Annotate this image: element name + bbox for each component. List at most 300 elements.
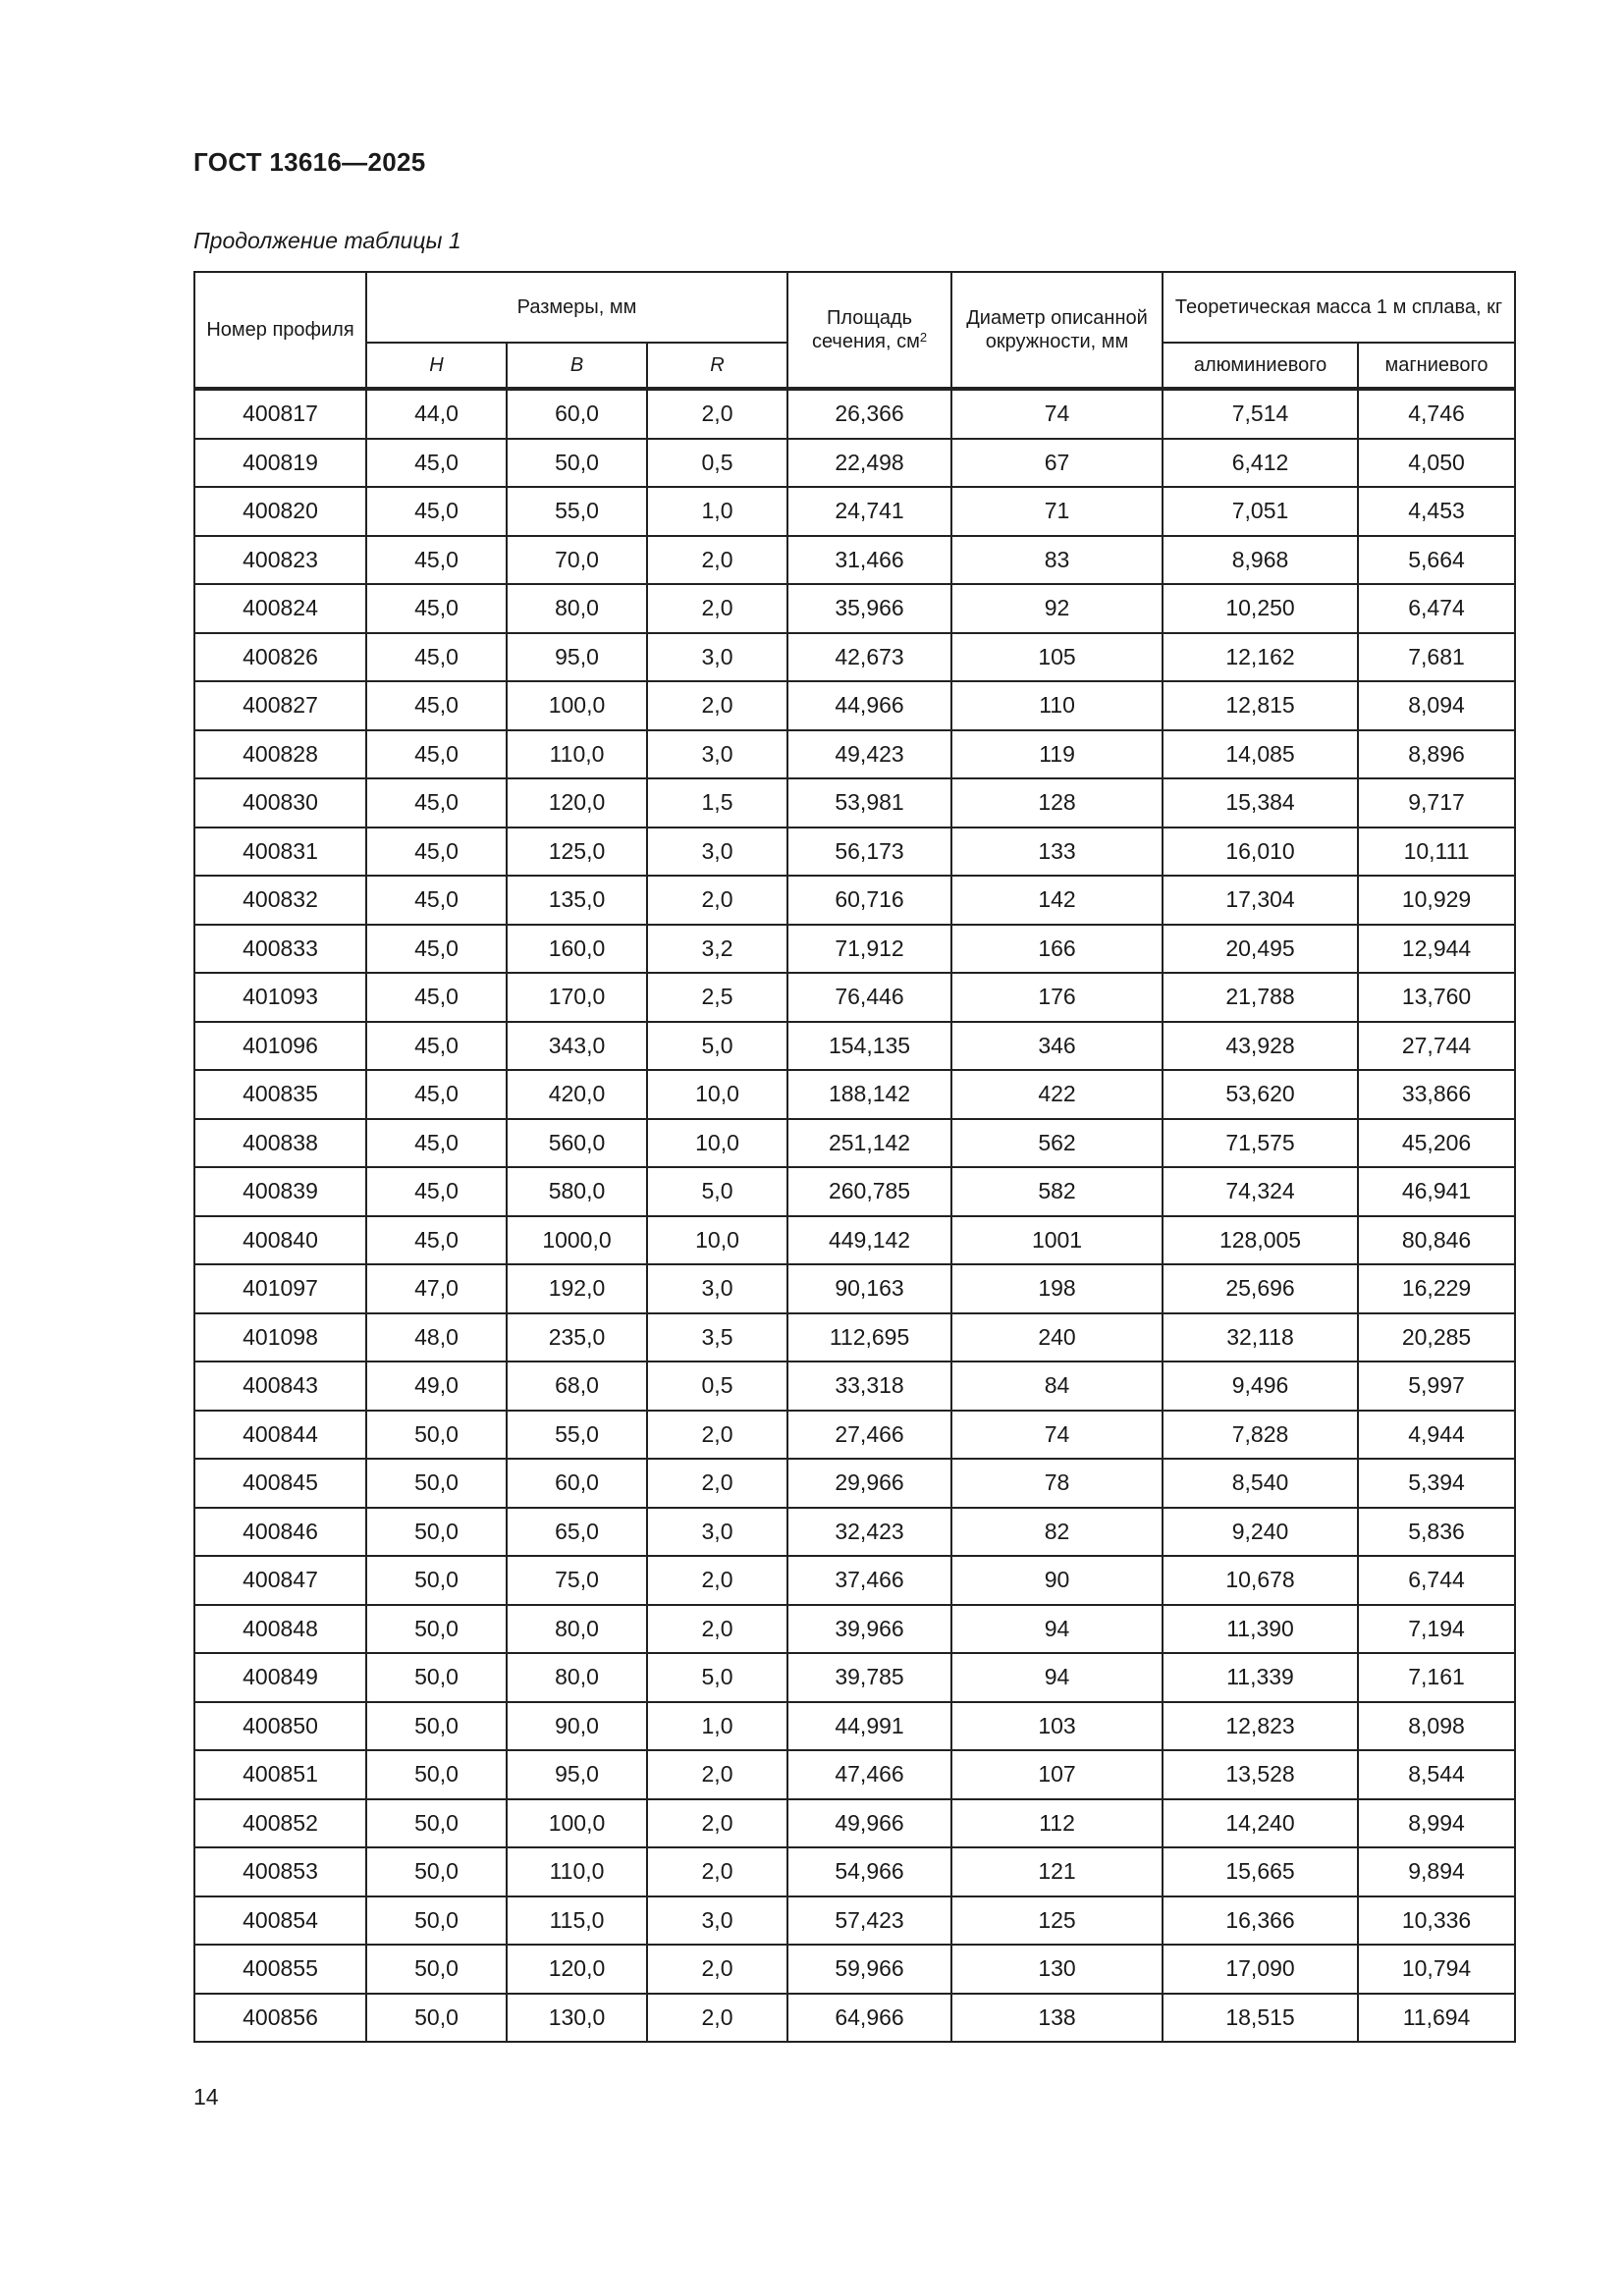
cell-b: 580,0 xyxy=(507,1167,647,1216)
cell-profile-number: 400820 xyxy=(194,487,366,536)
cell-mass-aluminum: 10,678 xyxy=(1163,1556,1358,1605)
cell-h: 50,0 xyxy=(366,1750,507,1799)
cell-diameter: 92 xyxy=(951,584,1163,633)
page-number: 14 xyxy=(193,2084,219,2109)
cell-mass-magnesium: 8,098 xyxy=(1358,1702,1515,1751)
cell-diameter: 422 xyxy=(951,1070,1163,1119)
cell-area: 76,446 xyxy=(787,973,951,1022)
cell-area: 154,135 xyxy=(787,1022,951,1071)
table-row xyxy=(194,1896,1515,1946)
cell-mass-magnesium: 46,941 xyxy=(1358,1167,1515,1216)
cell-mass-magnesium: 7,161 xyxy=(1358,1653,1515,1702)
cell-diameter: 346 xyxy=(951,1022,1163,1071)
cell-h: 45,0 xyxy=(366,681,507,730)
cell-mass-magnesium: 8,896 xyxy=(1358,730,1515,779)
cell-h: 45,0 xyxy=(366,876,507,925)
cell-r: 5,0 xyxy=(647,1167,787,1216)
cell-b: 55,0 xyxy=(507,1411,647,1460)
cell-b: 65,0 xyxy=(507,1508,647,1557)
cell-mass-aluminum: 7,514 xyxy=(1163,389,1358,439)
header-magnesium: магниевого xyxy=(1358,343,1515,389)
cell-profile-number: 400853 xyxy=(194,1847,366,1896)
cell-mass-aluminum: 11,390 xyxy=(1163,1605,1358,1654)
cell-h: 47,0 xyxy=(366,1264,507,1313)
cell-mass-aluminum: 32,118 xyxy=(1163,1313,1358,1362)
cell-mass-magnesium: 5,836 xyxy=(1358,1508,1515,1557)
cell-h: 50,0 xyxy=(366,1896,507,1946)
cell-diameter: 112 xyxy=(951,1799,1163,1848)
cell-mass-aluminum: 15,384 xyxy=(1163,778,1358,828)
cell-mass-magnesium: 6,744 xyxy=(1358,1556,1515,1605)
cell-area: 27,466 xyxy=(787,1411,951,1460)
table-row xyxy=(194,1945,1515,1994)
cell-h: 50,0 xyxy=(366,1847,507,1896)
cell-area: 54,966 xyxy=(787,1847,951,1896)
table-row xyxy=(194,876,1515,925)
cell-h: 45,0 xyxy=(366,1167,507,1216)
cell-h: 50,0 xyxy=(366,1605,507,1654)
cell-mass-magnesium: 4,944 xyxy=(1358,1411,1515,1460)
cell-r: 2,0 xyxy=(647,1605,787,1654)
cell-diameter: 105 xyxy=(951,633,1163,682)
cell-b: 110,0 xyxy=(507,1847,647,1896)
cell-b: 95,0 xyxy=(507,633,647,682)
cell-mass-aluminum: 18,515 xyxy=(1163,1994,1358,2043)
cell-diameter: 67 xyxy=(951,439,1163,488)
table-row xyxy=(194,1750,1515,1799)
table-body xyxy=(194,389,1515,2042)
cell-r: 0,5 xyxy=(647,1362,787,1411)
cell-profile-number: 400843 xyxy=(194,1362,366,1411)
cell-diameter: 103 xyxy=(951,1702,1163,1751)
cell-profile-number: 400848 xyxy=(194,1605,366,1654)
cell-mass-aluminum: 21,788 xyxy=(1163,973,1358,1022)
cell-r: 1,0 xyxy=(647,1702,787,1751)
cell-mass-aluminum: 12,162 xyxy=(1163,633,1358,682)
cell-mass-magnesium: 10,794 xyxy=(1358,1945,1515,1994)
cell-r: 3,5 xyxy=(647,1313,787,1362)
cell-h: 49,0 xyxy=(366,1362,507,1411)
cell-r: 1,0 xyxy=(647,487,787,536)
cell-area: 449,142 xyxy=(787,1216,951,1265)
cell-area: 112,695 xyxy=(787,1313,951,1362)
cell-r: 2,0 xyxy=(647,1556,787,1605)
cell-mass-magnesium: 12,944 xyxy=(1358,925,1515,974)
cell-r: 3,0 xyxy=(647,828,787,877)
header-aluminum: алюминиевого xyxy=(1163,343,1358,389)
cell-h: 50,0 xyxy=(366,1994,507,2043)
cell-area: 32,423 xyxy=(787,1508,951,1557)
profiles-table xyxy=(193,271,1516,2043)
header-h: H xyxy=(366,343,507,389)
cell-h: 50,0 xyxy=(366,1945,507,1994)
cell-mass-magnesium: 9,717 xyxy=(1358,778,1515,828)
cell-mass-aluminum: 8,540 xyxy=(1163,1459,1358,1508)
cell-area: 24,741 xyxy=(787,487,951,536)
cell-profile-number: 400838 xyxy=(194,1119,366,1168)
cell-r: 2,5 xyxy=(647,973,787,1022)
cell-mass-aluminum: 7,828 xyxy=(1163,1411,1358,1460)
cell-h: 45,0 xyxy=(366,925,507,974)
cell-diameter: 142 xyxy=(951,876,1163,925)
cell-b: 55,0 xyxy=(507,487,647,536)
cell-area: 59,966 xyxy=(787,1945,951,1994)
header-b: B xyxy=(507,343,647,389)
table-row xyxy=(194,1216,1515,1265)
cell-r: 2,0 xyxy=(647,1847,787,1896)
cell-b: 100,0 xyxy=(507,1799,647,1848)
cell-b: 560,0 xyxy=(507,1119,647,1168)
cell-mass-aluminum: 16,366 xyxy=(1163,1896,1358,1946)
table-row xyxy=(194,1167,1515,1216)
cell-r: 1,5 xyxy=(647,778,787,828)
cell-b: 95,0 xyxy=(507,1750,647,1799)
cell-profile-number: 400824 xyxy=(194,584,366,633)
cell-r: 2,0 xyxy=(647,1411,787,1460)
cell-mass-magnesium: 27,744 xyxy=(1358,1022,1515,1071)
header-profile-number: Номер профиля xyxy=(194,272,366,389)
cell-area: 60,716 xyxy=(787,876,951,925)
cell-mass-magnesium: 11,694 xyxy=(1358,1994,1515,2043)
cell-h: 45,0 xyxy=(366,1216,507,1265)
cell-mass-magnesium: 9,894 xyxy=(1358,1847,1515,1896)
cell-b: 120,0 xyxy=(507,1945,647,1994)
table-caption: Продолжение таблицы 1 xyxy=(193,228,461,253)
cell-diameter: 125 xyxy=(951,1896,1163,1946)
cell-b: 115,0 xyxy=(507,1896,647,1946)
table-row xyxy=(194,828,1515,877)
cell-profile-number: 400845 xyxy=(194,1459,366,1508)
cell-mass-aluminum: 13,528 xyxy=(1163,1750,1358,1799)
cell-diameter: 240 xyxy=(951,1313,1163,1362)
table-row xyxy=(194,439,1515,488)
cell-diameter: 78 xyxy=(951,1459,1163,1508)
table-row xyxy=(194,389,1515,439)
cell-r: 2,0 xyxy=(647,584,787,633)
cell-r: 5,0 xyxy=(647,1653,787,1702)
cell-profile-number: 400832 xyxy=(194,876,366,925)
cell-profile-number: 400847 xyxy=(194,1556,366,1605)
cell-diameter: 128 xyxy=(951,778,1163,828)
table-row xyxy=(194,1799,1515,1848)
cell-area: 57,423 xyxy=(787,1896,951,1946)
cell-area: 71,912 xyxy=(787,925,951,974)
cell-profile-number: 401098 xyxy=(194,1313,366,1362)
table-row xyxy=(194,1508,1515,1557)
cell-mass-aluminum: 128,005 xyxy=(1163,1216,1358,1265)
header-area-text: Площадь сечения, см xyxy=(811,307,920,352)
cell-r: 2,0 xyxy=(647,1945,787,1994)
table-row xyxy=(194,1556,1515,1605)
cell-mass-magnesium: 10,929 xyxy=(1358,876,1515,925)
cell-profile-number: 400855 xyxy=(194,1945,366,1994)
cell-h: 45,0 xyxy=(366,730,507,779)
cell-h: 45,0 xyxy=(366,1022,507,1071)
header-area-superscript: 2 xyxy=(919,330,928,345)
cell-diameter: 176 xyxy=(951,973,1163,1022)
cell-b: 160,0 xyxy=(507,925,647,974)
cell-mass-magnesium: 13,760 xyxy=(1358,973,1515,1022)
cell-diameter: 119 xyxy=(951,730,1163,779)
table-row xyxy=(194,778,1515,828)
document-title: ГОСТ 13616—2025 xyxy=(193,147,426,177)
cell-b: 60,0 xyxy=(507,389,647,439)
cell-profile-number: 400856 xyxy=(194,1994,366,2043)
cell-mass-aluminum: 10,250 xyxy=(1163,584,1358,633)
header-diameter: Диаметр описанной окружности, мм xyxy=(951,272,1163,389)
cell-profile-number: 400819 xyxy=(194,439,366,488)
cell-b: 135,0 xyxy=(507,876,647,925)
cell-mass-magnesium: 5,664 xyxy=(1358,536,1515,585)
cell-mass-magnesium: 5,394 xyxy=(1358,1459,1515,1508)
cell-area: 53,981 xyxy=(787,778,951,828)
cell-h: 45,0 xyxy=(366,584,507,633)
cell-b: 70,0 xyxy=(507,536,647,585)
table-row xyxy=(194,1605,1515,1654)
cell-mass-aluminum: 20,495 xyxy=(1163,925,1358,974)
cell-diameter: 71 xyxy=(951,487,1163,536)
cell-diameter: 198 xyxy=(951,1264,1163,1313)
cell-mass-aluminum: 6,412 xyxy=(1163,439,1358,488)
header-area xyxy=(787,272,951,389)
cell-diameter: 166 xyxy=(951,925,1163,974)
cell-mass-aluminum: 16,010 xyxy=(1163,828,1358,877)
cell-h: 45,0 xyxy=(366,1070,507,1119)
cell-diameter: 90 xyxy=(951,1556,1163,1605)
cell-b: 100,0 xyxy=(507,681,647,730)
cell-diameter: 582 xyxy=(951,1167,1163,1216)
cell-r: 2,0 xyxy=(647,1994,787,2043)
table-row xyxy=(194,1362,1515,1411)
cell-r: 3,0 xyxy=(647,633,787,682)
cell-h: 48,0 xyxy=(366,1313,507,1362)
cell-mass-aluminum: 71,575 xyxy=(1163,1119,1358,1168)
cell-area: 35,966 xyxy=(787,584,951,633)
cell-mass-magnesium: 10,336 xyxy=(1358,1896,1515,1946)
cell-mass-magnesium: 8,994 xyxy=(1358,1799,1515,1848)
cell-profile-number: 401093 xyxy=(194,973,366,1022)
cell-b: 120,0 xyxy=(507,778,647,828)
table-row xyxy=(194,1119,1515,1168)
cell-mass-magnesium: 80,846 xyxy=(1358,1216,1515,1265)
cell-area: 47,466 xyxy=(787,1750,951,1799)
cell-r: 2,0 xyxy=(647,876,787,925)
cell-diameter: 130 xyxy=(951,1945,1163,1994)
cell-profile-number: 400833 xyxy=(194,925,366,974)
cell-diameter: 562 xyxy=(951,1119,1163,1168)
cell-h: 50,0 xyxy=(366,1508,507,1557)
table-row xyxy=(194,1847,1515,1896)
cell-h: 50,0 xyxy=(366,1702,507,1751)
cell-diameter: 94 xyxy=(951,1653,1163,1702)
cell-h: 50,0 xyxy=(366,1411,507,1460)
cell-r: 10,0 xyxy=(647,1070,787,1119)
cell-profile-number: 400852 xyxy=(194,1799,366,1848)
cell-b: 90,0 xyxy=(507,1702,647,1751)
cell-b: 130,0 xyxy=(507,1994,647,2043)
cell-area: 42,673 xyxy=(787,633,951,682)
cell-b: 235,0 xyxy=(507,1313,647,1362)
table-row xyxy=(194,1411,1515,1460)
cell-r: 3,0 xyxy=(647,1896,787,1946)
cell-b: 1000,0 xyxy=(507,1216,647,1265)
cell-area: 64,966 xyxy=(787,1994,951,2043)
table-row xyxy=(194,1702,1515,1751)
cell-profile-number: 400823 xyxy=(194,536,366,585)
cell-h: 50,0 xyxy=(366,1556,507,1605)
cell-profile-number: 400831 xyxy=(194,828,366,877)
cell-r: 2,0 xyxy=(647,389,787,439)
header-dimensions: Размеры, мм xyxy=(366,272,787,343)
cell-mass-magnesium: 8,094 xyxy=(1358,681,1515,730)
cell-profile-number: 400839 xyxy=(194,1167,366,1216)
cell-profile-number: 400840 xyxy=(194,1216,366,1265)
cell-mass-aluminum: 14,240 xyxy=(1163,1799,1358,1848)
table-row xyxy=(194,1313,1515,1362)
cell-area: 39,966 xyxy=(787,1605,951,1654)
cell-mass-aluminum: 12,815 xyxy=(1163,681,1358,730)
cell-diameter: 74 xyxy=(951,389,1163,439)
cell-profile-number: 400827 xyxy=(194,681,366,730)
cell-h: 45,0 xyxy=(366,633,507,682)
cell-area: 37,466 xyxy=(787,1556,951,1605)
cell-profile-number: 400826 xyxy=(194,633,366,682)
cell-area: 251,142 xyxy=(787,1119,951,1168)
cell-mass-aluminum: 17,090 xyxy=(1163,1945,1358,1994)
cell-b: 192,0 xyxy=(507,1264,647,1313)
cell-r: 10,0 xyxy=(647,1119,787,1168)
cell-h: 45,0 xyxy=(366,828,507,877)
cell-diameter: 121 xyxy=(951,1847,1163,1896)
cell-h: 45,0 xyxy=(366,778,507,828)
cell-area: 260,785 xyxy=(787,1167,951,1216)
cell-mass-magnesium: 4,050 xyxy=(1358,439,1515,488)
cell-r: 2,0 xyxy=(647,536,787,585)
cell-h: 45,0 xyxy=(366,1119,507,1168)
cell-mass-magnesium: 7,681 xyxy=(1358,633,1515,682)
cell-area: 90,163 xyxy=(787,1264,951,1313)
cell-mass-magnesium: 8,544 xyxy=(1358,1750,1515,1799)
cell-profile-number: 400830 xyxy=(194,778,366,828)
cell-h: 45,0 xyxy=(366,973,507,1022)
cell-area: 29,966 xyxy=(787,1459,951,1508)
cell-mass-aluminum: 74,324 xyxy=(1163,1167,1358,1216)
cell-h: 45,0 xyxy=(366,439,507,488)
cell-profile-number: 400850 xyxy=(194,1702,366,1751)
table-row xyxy=(194,1653,1515,1702)
cell-mass-magnesium: 5,997 xyxy=(1358,1362,1515,1411)
cell-mass-magnesium: 10,111 xyxy=(1358,828,1515,877)
cell-r: 3,2 xyxy=(647,925,787,974)
cell-area: 44,991 xyxy=(787,1702,951,1751)
cell-diameter: 133 xyxy=(951,828,1163,877)
cell-diameter: 138 xyxy=(951,1994,1163,2043)
cell-r: 10,0 xyxy=(647,1216,787,1265)
cell-diameter: 74 xyxy=(951,1411,1163,1460)
cell-h: 50,0 xyxy=(366,1653,507,1702)
cell-mass-aluminum: 9,240 xyxy=(1163,1508,1358,1557)
cell-r: 2,0 xyxy=(647,1459,787,1508)
cell-mass-magnesium: 4,746 xyxy=(1358,389,1515,439)
cell-profile-number: 400817 xyxy=(194,389,366,439)
cell-diameter: 107 xyxy=(951,1750,1163,1799)
cell-profile-number: 400846 xyxy=(194,1508,366,1557)
cell-b: 110,0 xyxy=(507,730,647,779)
cell-b: 125,0 xyxy=(507,828,647,877)
cell-r: 3,0 xyxy=(647,1264,787,1313)
table-row xyxy=(194,730,1515,779)
cell-profile-number: 400851 xyxy=(194,1750,366,1799)
cell-diameter: 83 xyxy=(951,536,1163,585)
cell-profile-number: 401097 xyxy=(194,1264,366,1313)
cell-b: 60,0 xyxy=(507,1459,647,1508)
cell-diameter: 84 xyxy=(951,1362,1163,1411)
cell-mass-aluminum: 7,051 xyxy=(1163,487,1358,536)
cell-mass-magnesium: 45,206 xyxy=(1358,1119,1515,1168)
cell-r: 2,0 xyxy=(647,1799,787,1848)
cell-mass-magnesium: 4,453 xyxy=(1358,487,1515,536)
cell-profile-number: 400835 xyxy=(194,1070,366,1119)
cell-b: 75,0 xyxy=(507,1556,647,1605)
cell-b: 343,0 xyxy=(507,1022,647,1071)
cell-h: 45,0 xyxy=(366,536,507,585)
cell-h: 50,0 xyxy=(366,1459,507,1508)
table-row xyxy=(194,1994,1515,2043)
table-row xyxy=(194,536,1515,585)
cell-h: 44,0 xyxy=(366,389,507,439)
cell-profile-number: 400849 xyxy=(194,1653,366,1702)
cell-area: 33,318 xyxy=(787,1362,951,1411)
cell-diameter: 94 xyxy=(951,1605,1163,1654)
cell-area: 39,785 xyxy=(787,1653,951,1702)
cell-mass-aluminum: 17,304 xyxy=(1163,876,1358,925)
cell-b: 80,0 xyxy=(507,1653,647,1702)
cell-r: 5,0 xyxy=(647,1022,787,1071)
cell-b: 80,0 xyxy=(507,584,647,633)
cell-diameter: 110 xyxy=(951,681,1163,730)
cell-b: 68,0 xyxy=(507,1362,647,1411)
cell-mass-magnesium: 7,194 xyxy=(1358,1605,1515,1654)
cell-area: 31,466 xyxy=(787,536,951,585)
table-row xyxy=(194,1070,1515,1119)
cell-r: 3,0 xyxy=(647,730,787,779)
cell-mass-magnesium: 16,229 xyxy=(1358,1264,1515,1313)
cell-r: 2,0 xyxy=(647,681,787,730)
cell-h: 50,0 xyxy=(366,1799,507,1848)
cell-profile-number: 400828 xyxy=(194,730,366,779)
cell-diameter: 1001 xyxy=(951,1216,1163,1265)
table-row xyxy=(194,925,1515,974)
table-row xyxy=(194,1264,1515,1313)
cell-area: 56,173 xyxy=(787,828,951,877)
cell-profile-number: 400854 xyxy=(194,1896,366,1946)
cell-b: 170,0 xyxy=(507,973,647,1022)
cell-b: 420,0 xyxy=(507,1070,647,1119)
cell-area: 26,366 xyxy=(787,389,951,439)
table-row xyxy=(194,487,1515,536)
cell-r: 2,0 xyxy=(647,1750,787,1799)
cell-r: 3,0 xyxy=(647,1508,787,1557)
cell-mass-aluminum: 8,968 xyxy=(1163,536,1358,585)
cell-r: 0,5 xyxy=(647,439,787,488)
cell-profile-number: 401096 xyxy=(194,1022,366,1071)
table-row xyxy=(194,633,1515,682)
table-row xyxy=(194,1022,1515,1071)
table-row xyxy=(194,584,1515,633)
cell-h: 45,0 xyxy=(366,487,507,536)
header-mass: Теоретическая масса 1 м сплава, кг xyxy=(1163,272,1515,343)
cell-area: 49,423 xyxy=(787,730,951,779)
